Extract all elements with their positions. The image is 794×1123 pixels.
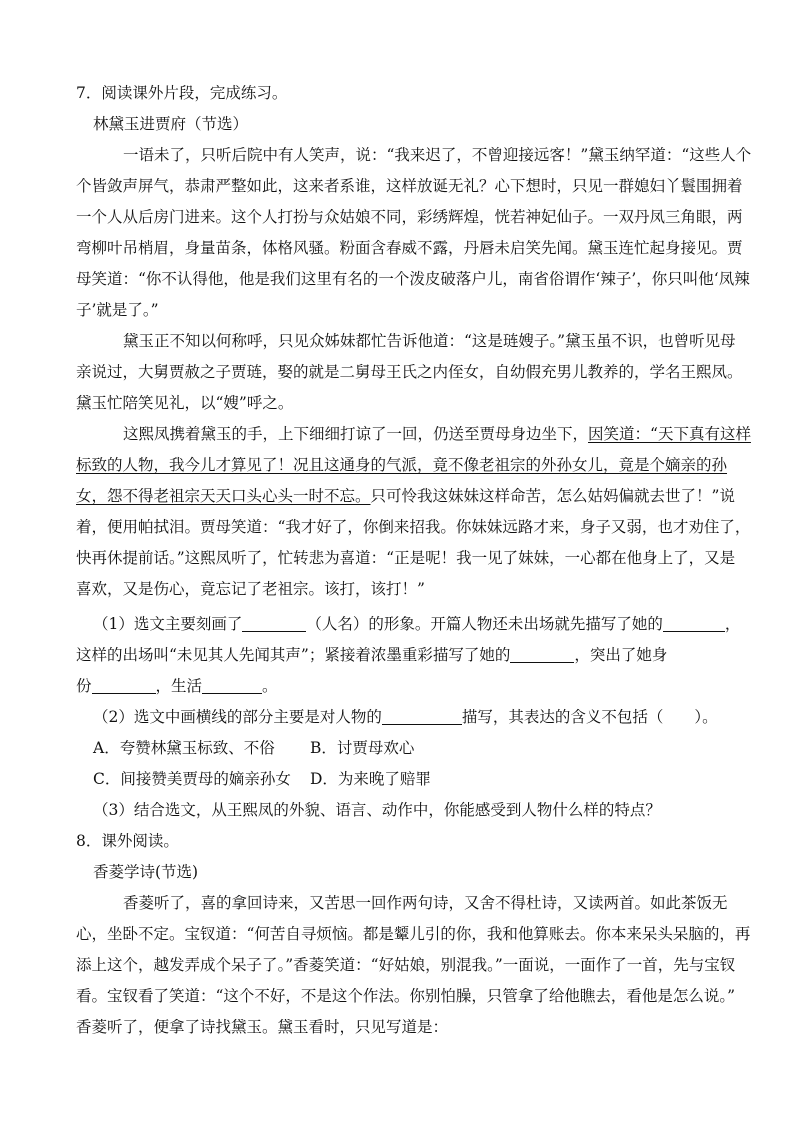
option-a[interactable]: A．夸赞林黛玉标致、不俗 bbox=[93, 739, 275, 757]
q7-sub1-line3 bbox=[76, 675, 724, 697]
underlined-text: 女，怨不得老祖宗天天口头心头一时不忘。 bbox=[76, 487, 371, 505]
q8-passage-line: 香菱听了，便拿了诗找黛玉。黛玉看时，只见写道是： bbox=[76, 1018, 449, 1036]
q7-sub3: （3）结合选文，从王熙凤的外貌、语言、动作中，你能感受到人物什么样的特点？ bbox=[93, 801, 661, 819]
plain-text: 这熙凤携着黛玉的手，上下细细打谅了一回，仍送至贾母身边坐下， bbox=[123, 425, 589, 443]
q8-passage-line: 添上这个，越发弄成个呆子了。”香菱笑道：“好姑娘，别混我。”一面说，一面作了一首，先与宝钗 bbox=[76, 956, 736, 974]
underlined-text: 标致的人物，我今儿才算见了！况且这通身的气派，竟不像老祖宗的外孙女儿，竟是个嫡亲的孙 bbox=[76, 456, 728, 474]
q7-passage-line: 黛玉正不知以何称呼，只见众姊妹都忙告诉他道：“这是琏嫂子。”黛玉虽不识，也曾听见母 bbox=[123, 332, 736, 350]
sub1-text: ，生活 bbox=[155, 677, 203, 695]
q8-passage-line: 看。宝钗看了笑道：“这个不好，不是这个作法。你别怕臊，只管拿了给他瞧去，看他是怎么说。” bbox=[76, 987, 736, 1005]
q7-passage-line: 母笑道：“你不认得他，他是我们这里有名的一个泼皮破落户儿，南省俗谓作‘辣子’，你只叫他‘凤辣 bbox=[76, 270, 750, 288]
q8-heading: 8．课外阅读。 bbox=[76, 832, 179, 850]
q7-sub1 bbox=[93, 613, 741, 635]
underlined-text: 因笑道：“天下真有这样 bbox=[588, 425, 751, 443]
sub1-text: （1）选文主要刻画了 bbox=[93, 615, 243, 633]
q8-passage-line: 香菱听了，喜的拿回诗来，又苦思一回作两句诗，又舍不得杜诗，又读两首。如此茶饭无 bbox=[123, 894, 728, 912]
q7-heading: 7．阅读课外片段，完成练习。 bbox=[76, 84, 288, 102]
q7-passage-line: 快再休提前话。”这熙凤听了，忙转悲为喜道：“正是呢！我一见了妹妹，一心都在他身上了，又是 bbox=[76, 549, 736, 567]
q7-sub2 bbox=[93, 706, 741, 728]
answer-blank-name[interactable] bbox=[242, 615, 306, 632]
q7-passage-line: 黛玉忙陪笑见礼，以“嫂”呼之。 bbox=[76, 394, 294, 412]
sub2-text: （2）选文中画横线的部分主要是对人物的 bbox=[93, 708, 382, 726]
q7-passage-line: 亲说过，大舅贾赦之子贾琏，娶的就是二舅母王氏之内侄女，自幼假充男儿教养的，学名王熙凤。 bbox=[76, 363, 743, 381]
sub2-text: 描写，其表达的含义不包括（ ）。 bbox=[461, 708, 718, 726]
q7-sub1-line2 bbox=[76, 644, 724, 666]
sub1-text: （人名）的形象。开篇人物还未出场就先描写了她的 bbox=[306, 615, 663, 633]
option-c[interactable]: C．间接赞美贾母的嫡亲孙女 bbox=[93, 770, 291, 788]
q7-passage-title: 林黛玉进贾府（节选） bbox=[93, 115, 249, 133]
sub1-text: 。 bbox=[262, 677, 278, 695]
answer-blank-description[interactable] bbox=[663, 615, 725, 632]
sub1-text: ， bbox=[724, 615, 741, 633]
option-d[interactable]: D．为来晚了赔罪 bbox=[310, 770, 431, 788]
q8-passage-title: 香菱学诗(节选) bbox=[93, 863, 199, 881]
q7-passage-line: 子’就是了。” bbox=[76, 301, 159, 319]
q7-passage-line: 一语未了，只听后院中有人笑声，说：“我来迟了，不曾迎接远客！”黛玉纳罕道：“这些人个 bbox=[123, 146, 752, 164]
q7-passage-line bbox=[76, 485, 735, 507]
plain-text: 只可怜我这妹妹这样命苦，怎么姑妈偏就去世了！”说 bbox=[370, 487, 735, 505]
q7-passage-line: 着，便用帕拭泪。贾母笑道：“我才好了，你倒来招我。你妹妹远路才来，身子又弱，也才劝住了， bbox=[76, 518, 751, 536]
answer-blank-description2[interactable] bbox=[510, 646, 574, 663]
q7-passage-line: 喜欢，又是伤心，竟忘记了老祖宗。该打，该打！” bbox=[76, 580, 425, 598]
q7-passage-line bbox=[123, 423, 751, 445]
sub1-text: 这样的出场叫“未见其人先闻其声”；紧接着浓墨重彩描写了她的 bbox=[76, 646, 511, 664]
q7-passage-line: 一个人从后房门进来。这个人打扮与众姑娘不同，彩绣辉煌，恍若神妃仙子。一双丹凤三角眼，两 bbox=[76, 208, 743, 226]
answer-blank-life[interactable] bbox=[202, 677, 262, 694]
answer-blank-status[interactable] bbox=[92, 677, 156, 694]
option-b[interactable]: B．讨贾母欢心 bbox=[310, 739, 415, 757]
q7-passage-line: 弯柳叶吊梢眉，身量苗条，体格风骚。粉面含春威不露，丹唇未启笑先闻。黛玉连忙起身接见。贾 bbox=[76, 239, 743, 257]
q7-passage-line: 个皆敛声屏气，恭肃严整如此，这来者系谁，这样放诞无礼？心下想时，只见一群媳妇丫鬟围拥着 bbox=[76, 177, 743, 195]
sub1-text: 份 bbox=[76, 677, 92, 695]
answer-blank-description-type[interactable] bbox=[382, 708, 462, 725]
q8-passage-line: 心，坐卧不定。宝钗道：“何苦自寻烦恼。都是颦儿引的你，我和他算账去。你本来呆头呆脑的，再 bbox=[76, 925, 751, 943]
sub1-text: ，突出了她身 bbox=[574, 646, 668, 664]
